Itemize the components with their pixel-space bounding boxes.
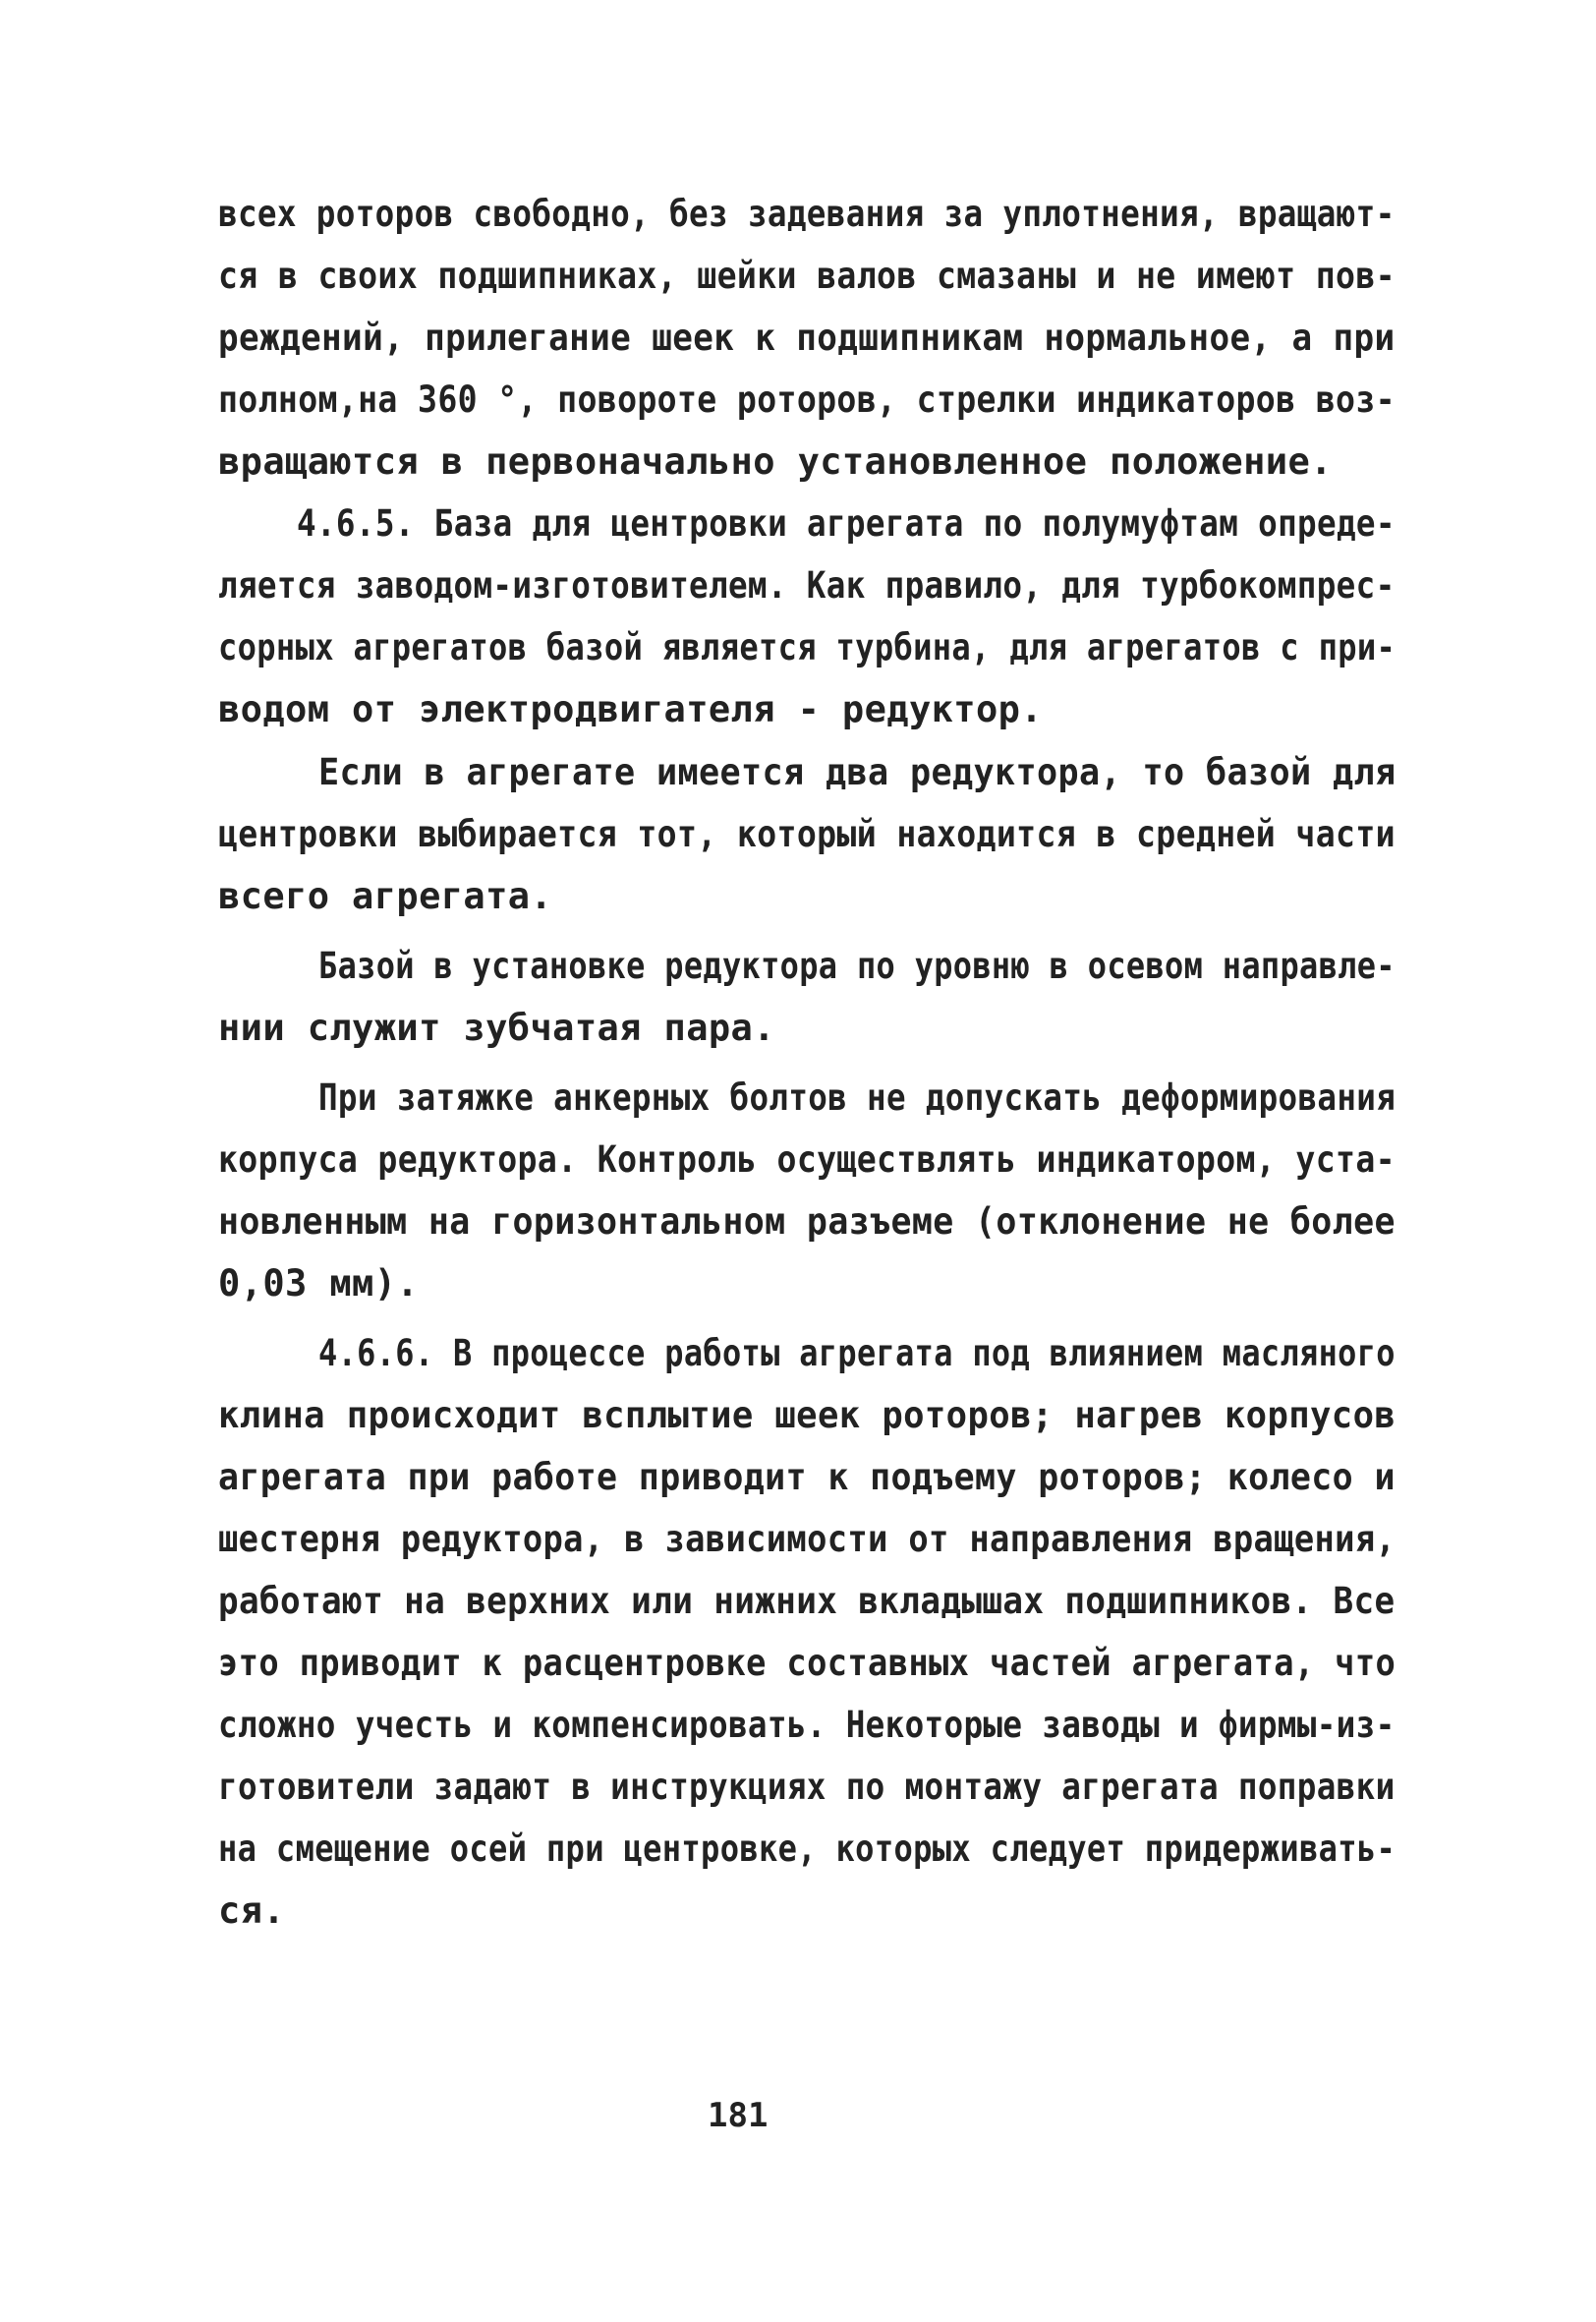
page-number: 181 bbox=[708, 2096, 769, 2135]
text-line: ся в своих подшипниках, шейки валов смазаны и не имеют пов- bbox=[218, 255, 1396, 297]
text-line: на смещение осей при центровке, которых следует придерживать- bbox=[218, 1828, 1396, 1870]
text-line: ся. bbox=[218, 1889, 286, 1932]
text-line: 4.6.6. В процессе работы агрегата под влиянием масляного bbox=[318, 1332, 1396, 1374]
text-line: центровки выбирается тот, который находится в средней части bbox=[218, 813, 1396, 855]
text-line: сложно учесть и компенсировать. Некоторые заводы и фирмы-из- bbox=[218, 1704, 1396, 1746]
text-line: всего агрегата. bbox=[218, 875, 553, 917]
text-line: всех роторов свободно, без задевания за уплотнения, вращают- bbox=[218, 193, 1396, 235]
text-line: ляется заводом-изготовителем. Как правило, для турбокомпрес- bbox=[218, 564, 1396, 607]
text-line: новленным на горизонтальном разъеме (отклонение не более bbox=[218, 1200, 1396, 1243]
text-line: При затяжке анкерных болтов не допускать деформирования bbox=[318, 1076, 1396, 1119]
text-line: вращаются в первоначально установленное положение. bbox=[218, 440, 1333, 483]
text-line: водом от электродвигателя - редуктор. bbox=[218, 688, 1044, 730]
text-line: шестерня редуктора, в зависимости от направления вращения, bbox=[218, 1518, 1396, 1560]
text-line: работают на верхних или нижних вкладышах подшипников. Все bbox=[218, 1580, 1396, 1622]
text-line: нии служит зубчатая пара. bbox=[218, 1007, 775, 1049]
text-line: реждений, прилегание шеек к подшипникам нормальное, а при bbox=[218, 317, 1396, 359]
text-line: корпуса редуктора. Контроль осуществлять индикатором, уста- bbox=[218, 1138, 1396, 1181]
text-line: 0,03 мм). bbox=[218, 1262, 420, 1305]
text-line: 4.6.5. База для центровки агрегата по полумуфтам опреде- bbox=[297, 502, 1396, 545]
text-line: Если в агрегате имеется два редуктора, то базой для bbox=[318, 751, 1396, 793]
text-line: готовители задают в инструкциях по монтажу агрегата поправки bbox=[218, 1766, 1396, 1808]
text-line: агрегата при работе приводит к подъему роторов; колесо и bbox=[218, 1456, 1396, 1498]
text-line: сорных агрегатов базой является турбина, для агрегатов с при- bbox=[218, 626, 1396, 668]
text-line: это приводит к расцентровке составных частей агрегата, что bbox=[218, 1642, 1396, 1684]
text-line: Базой в установке редуктора по уровню в осевом направле- bbox=[318, 945, 1396, 987]
text-line: клина происходит всплытие шеек роторов; нагрев корпусов bbox=[218, 1394, 1396, 1436]
text-line: полном,на 360 °, повороте роторов, стрелки индикаторов воз- bbox=[218, 378, 1396, 421]
